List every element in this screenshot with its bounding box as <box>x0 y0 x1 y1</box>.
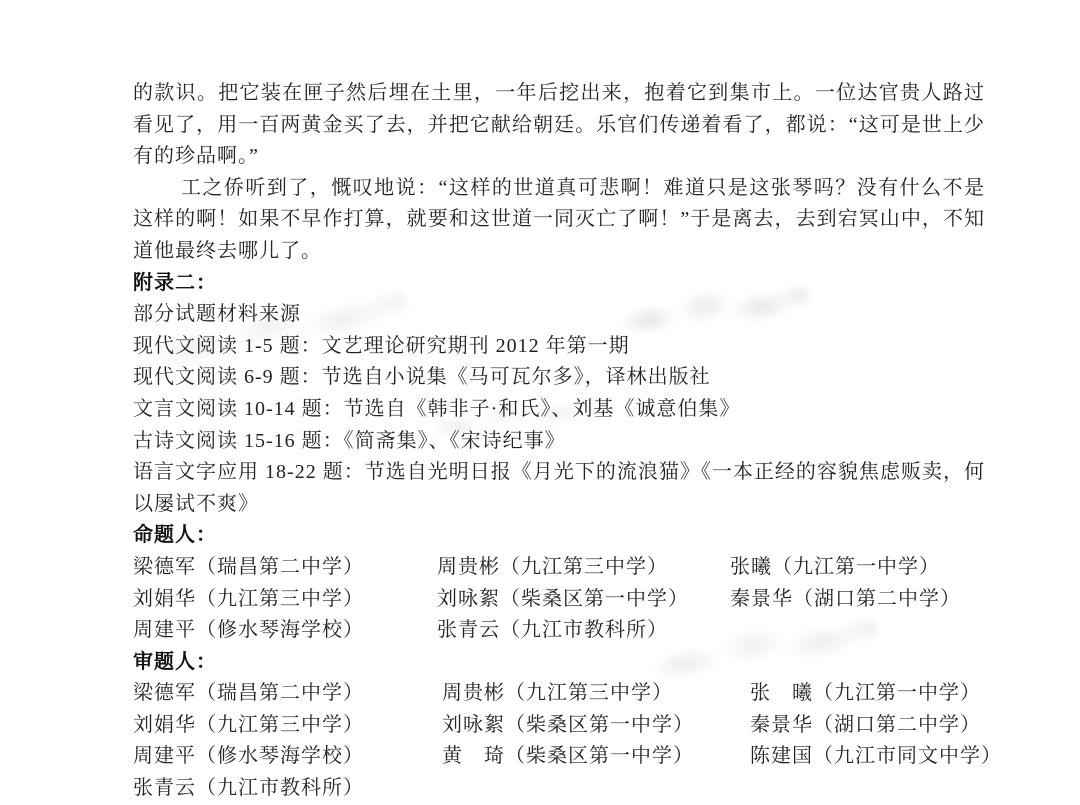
setters-row <box>133 584 985 616</box>
person-name: 黄 琦（柴桑区第一中学） <box>442 745 694 768</box>
person-name: 刘娟华（九江第三中学） <box>133 713 364 736</box>
reviewers-row <box>133 741 1002 773</box>
reviewers-heading: 审题人： <box>133 650 217 673</box>
setters-heading: 命题人： <box>133 524 217 547</box>
source-item: 语言文字应用 18-22 题：节选自光明日报《月光下的流浪猫》《一本正经的容貌焦虑贩卖，何以屡试不爽》 <box>133 461 985 515</box>
person-name: 刘娟华（九江第三中学） <box>133 587 364 610</box>
source-item: 现代文阅读 1-5 题：文艺理论研究期刊 2012 年第一期 <box>133 334 630 357</box>
source-item: 文言文阅读 10-14 题：节选自《韩非子·和氏》、刘基《诚意伯集》 <box>133 397 741 420</box>
person-name: 刘咏絮（柴桑区第一中学） <box>437 587 689 610</box>
person-name: 周贵彬（九江第三中学） <box>437 555 668 578</box>
reviewers-row <box>133 773 985 805</box>
person-name: 张曦（九江第一中学） <box>730 555 940 578</box>
sources-title: 部分试题材料来源 <box>133 303 301 326</box>
person-name: 张 曦（九江第一中学） <box>750 682 981 705</box>
setters-row <box>133 552 985 584</box>
person-name: 梁德军（瑞昌第二中学） <box>133 555 364 578</box>
setters-row <box>133 615 985 647</box>
person-name: 张青云（九江市教科所） <box>437 619 668 642</box>
appendix-heading: 附录二： <box>133 271 217 294</box>
document-content <box>133 78 1002 805</box>
person-name: 张青云（九江市教科所） <box>133 777 364 800</box>
person-name <box>730 615 985 647</box>
story-paragraph: 的款识。把它装在匣子然后埋在土里，一年后挖出来，抱着它到集市上。一位达官贵人路过看见了，用一百两黄金买了去，并把它献给朝廷。乐官们传递着看了，都说：“这可是世上少有的珍品啊。” <box>133 82 985 168</box>
person-name: 刘咏絮（柴桑区第一中学） <box>442 713 694 736</box>
person-name <box>442 773 750 805</box>
person-name <box>750 773 985 805</box>
source-item: 现代文阅读 6-9 题：节选自小说集《马可瓦尔多》，译林出版社 <box>133 366 711 389</box>
reviewers-row <box>133 678 985 710</box>
person-name: 秦景华（湖口第二中学） <box>730 587 961 610</box>
source-item: 古诗文阅读 15-16 题：《简斋集》、《宋诗纪事》 <box>133 429 566 452</box>
person-name: 梁德军（瑞昌第二中学） <box>133 682 364 705</box>
reviewers-row <box>133 710 985 742</box>
person-name: 周建平（修水琴海学校） <box>133 745 364 768</box>
person-name: 周建平（修水琴海学校） <box>133 619 364 642</box>
person-name: 陈建国（九江市同文中学） <box>750 745 1002 768</box>
person-name: 周贵彬（九江第三中学） <box>442 682 673 705</box>
person-name: 秦景华（湖口第二中学） <box>750 713 981 736</box>
story-paragraph: 工之侨听到了，慨叹地说：“这样的世道真可悲啊！难道只是这张琴吗？没有什么不是这样的啊！如果不早作打算，就要和这世道一同灭亡了啊！”于是离去，去到宕冥山中，不知道他最终去哪儿了。 <box>133 176 985 262</box>
